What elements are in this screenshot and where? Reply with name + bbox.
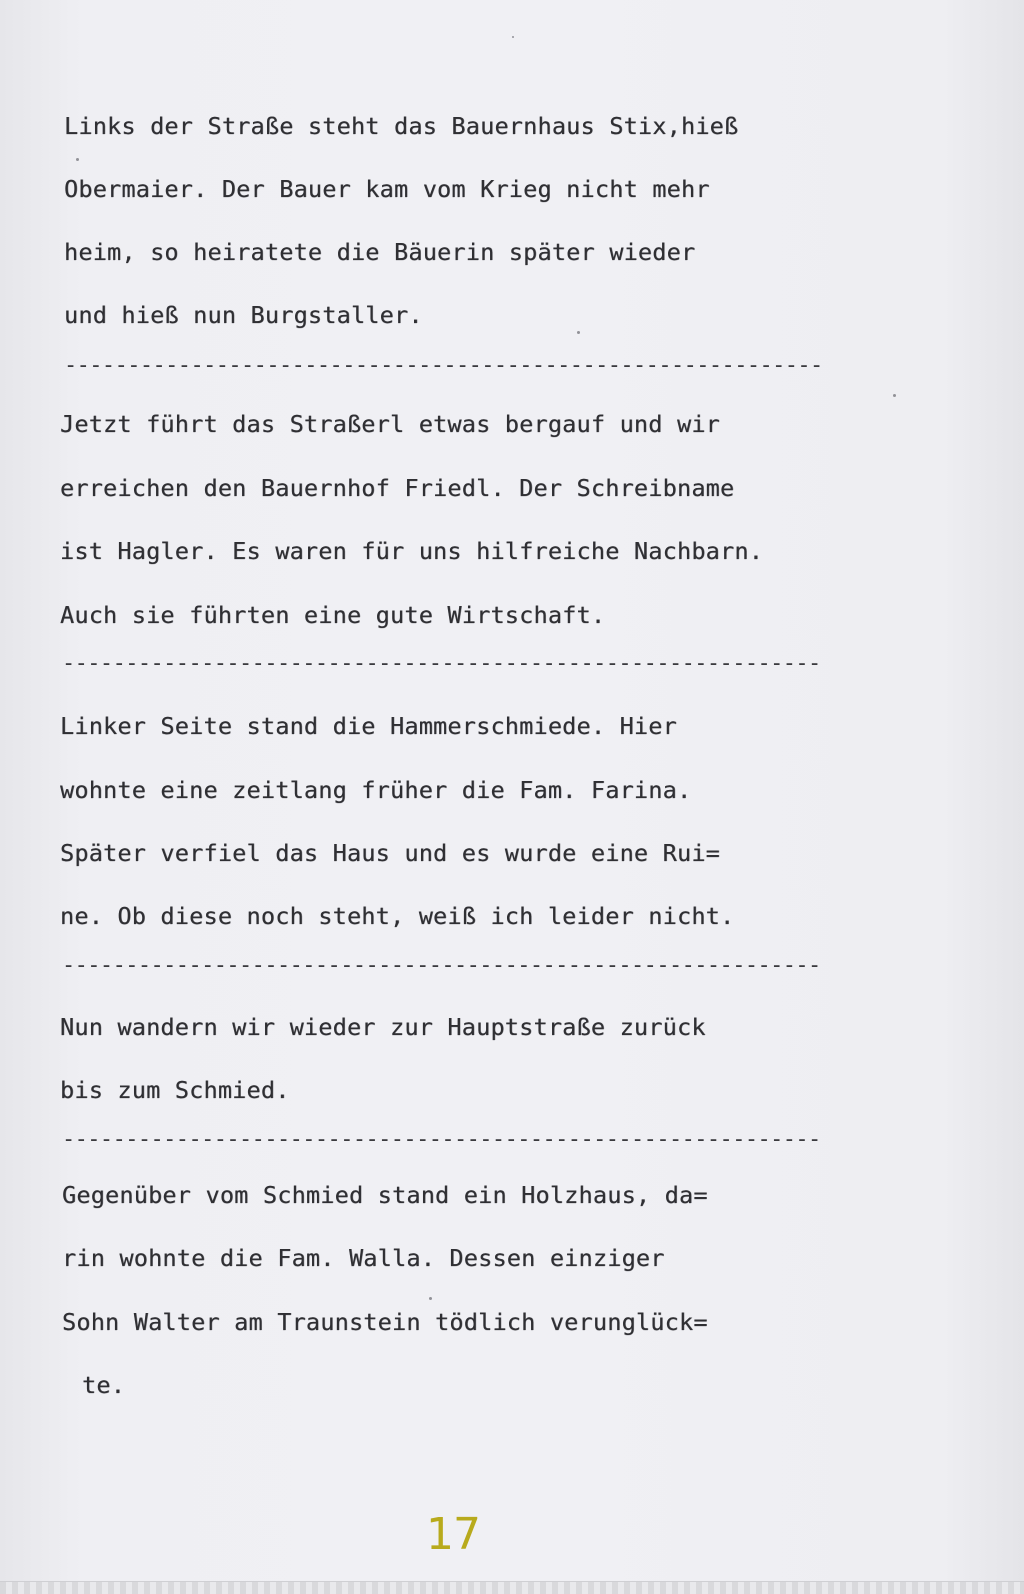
text-line: Später verfiel das Haus und es wurde eine Rui= bbox=[60, 839, 721, 867]
separator-line: ------------------------------------------------------------ bbox=[62, 1130, 821, 1150]
text-line: und hieß nun Burgstaller. bbox=[64, 301, 423, 329]
text-line: Auch sie führten eine gute Wirtschaft. bbox=[60, 601, 606, 629]
text-line: Obermaier. Der Bauer kam vom Krieg nicht mehr bbox=[64, 175, 710, 203]
text-line: bis zum Schmied. bbox=[60, 1076, 290, 1104]
dust-speck bbox=[893, 394, 896, 397]
text-line: Links der Straße steht das Bauernhaus Stix,hieß bbox=[64, 112, 739, 140]
text-line: ist Hagler. Es waren für uns hilfreiche Nachbarn. bbox=[60, 537, 764, 565]
text-line: heim, so heiratete die Bäuerin später wieder bbox=[64, 238, 696, 266]
text-line: erreichen den Bauernhof Friedl. Der Schreibname bbox=[60, 474, 735, 502]
text-line: rin wohnte die Fam. Walla. Dessen einziger bbox=[62, 1244, 665, 1272]
paper-bottom-edge bbox=[0, 1581, 1024, 1594]
text-line: Sohn Walter am Traunstein tödlich verunglück= bbox=[62, 1308, 708, 1336]
text-line: te. bbox=[82, 1371, 126, 1399]
text-line: Gegenüber vom Schmied stand ein Holzhaus, da= bbox=[62, 1181, 708, 1209]
text-line: Jetzt führt das Straßerl etwas bergauf und wir bbox=[60, 410, 721, 438]
separator-line: ------------------------------------------------------------ bbox=[64, 356, 823, 376]
separator-line: ------------------------------------------------------------ bbox=[62, 956, 821, 976]
text-line: ne. Ob diese noch steht, weiß ich leider nicht. bbox=[60, 902, 735, 930]
dust-speck bbox=[76, 158, 79, 161]
text-line: Linker Seite stand die Hammerschmiede. Hier bbox=[60, 712, 677, 740]
dust-speck bbox=[512, 36, 514, 38]
text-line: wohnte eine zeitlang früher die Fam. Farina. bbox=[60, 776, 692, 804]
page-number: 17 bbox=[426, 1509, 480, 1560]
separator-line: ------------------------------------------------------------ bbox=[62, 654, 821, 674]
dust-speck bbox=[429, 1297, 432, 1300]
dust-speck bbox=[577, 331, 580, 334]
text-line: Nun wandern wir wieder zur Hauptstraße zurück bbox=[60, 1013, 706, 1041]
